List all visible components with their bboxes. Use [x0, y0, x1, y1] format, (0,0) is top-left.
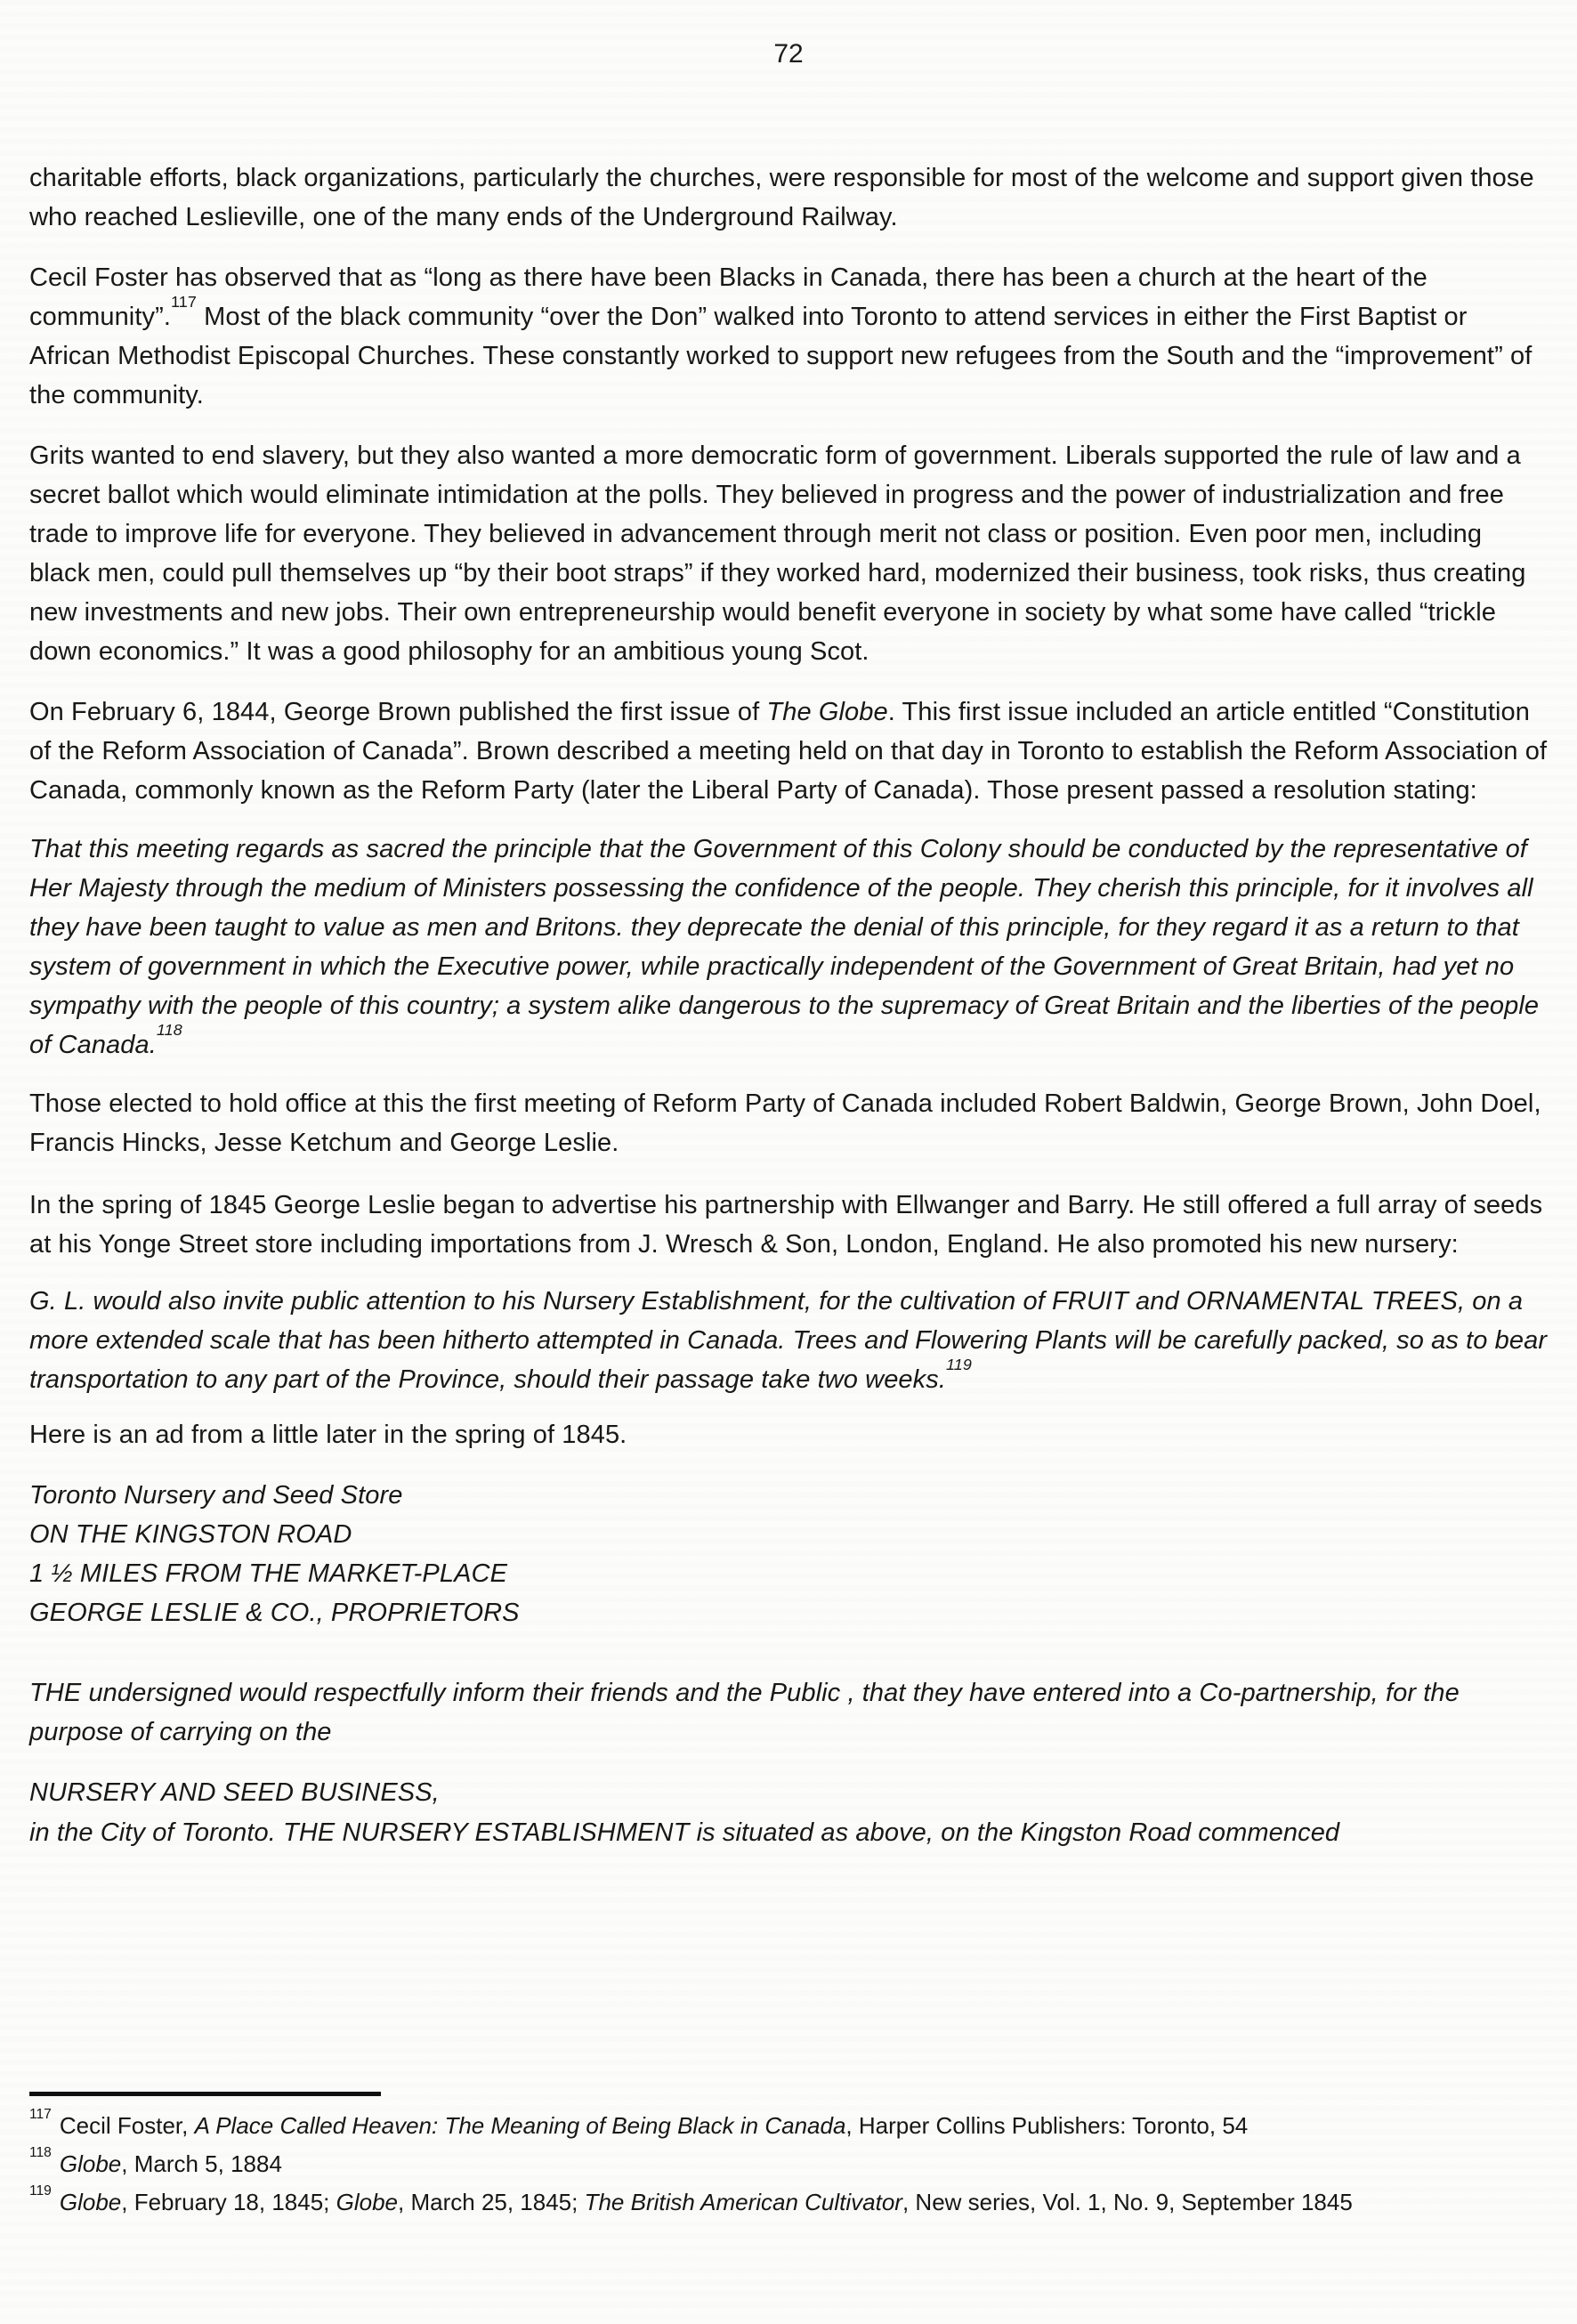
- ad-line-proprietors: GEORGE LESLIE & CO., PROPRIETORS: [29, 1599, 520, 1627]
- footnote-119-text-2: , March 25, 1845;: [398, 2189, 585, 2215]
- footnotes-section: [29, 2092, 1489, 2222]
- footnote-117-book-title: A Place Called Heaven: The Meaning of Being Black in Canada: [194, 2112, 846, 2139]
- gl-quote-text: G. L. would also invite public attention to his Nursery Establishment, for the cultivation of FRUIT and ORNAMENTAL TREES, on a more extended scale that has been hitherto attempted in Canada. Trees and Flowering Plants will be carefully packed, so as to bear transportation to any part of the Province, should their passage take two weeks.: [29, 1287, 1548, 1394]
- ad-paragraph-undersigned: THE undersigned would respectfully inform their friends and the Public , that they have entered into a Co-partnership, for the purpose of carrying on the: [29, 1679, 1460, 1746]
- paragraph-spring-1845: In the spring of 1845 George Leslie began to advertise his partnership with Ellwanger and Barry. He still offered a full array of seeds at his Yonge Street store including importations from J. Wresch & Son, London, England. He also promoted his new nursery:: [29, 1191, 1543, 1259]
- footnote-118-text: , March 5, 1884: [121, 2150, 282, 2177]
- globe-text-after: . This first issue included an article entitled “Constitution of the Reform Association of Canada”. Brown described a meeting held on that day in Toronto to establish the Reform Association of Canada, commonly known as the Reform Party (later the Liberal Party of Canada). Those present passed a resolution stating:: [29, 698, 1548, 805]
- footnote-119: [29, 2183, 1489, 2222]
- footnote-117-text-before: Cecil Foster,: [59, 2112, 195, 2139]
- ad-line-business: NURSERY AND SEED BUSINESS,: [29, 1778, 440, 1807]
- paragraph-cecil-foster: [29, 258, 1548, 415]
- ad-line-store-name: Toronto Nursery and Seed Store: [29, 1481, 403, 1510]
- footnote-ref-117: 117: [171, 293, 197, 312]
- page-body: [29, 158, 1548, 1853]
- footnote-117-marker: 117: [29, 2106, 52, 2122]
- paragraph-globe-first-issue: [29, 692, 1548, 810]
- footnote-119-cultivator-title: The British American Cultivator: [584, 2189, 902, 2215]
- footnote-117-text-after: , Harper Collins Publishers: Toronto, 54: [845, 2112, 1249, 2139]
- ad-line-miles: 1 ½ MILES FROM THE MARKET-PLACE: [29, 1559, 508, 1588]
- globe-title-italic: The Globe: [766, 698, 888, 726]
- blockquote-resolution: [29, 830, 1548, 1065]
- globe-text-before: On February 6, 1844, George Brown published the first issue of: [29, 698, 767, 726]
- footnote-ref-118: 118: [156, 1021, 182, 1040]
- ad-closing-lines: [29, 1773, 1548, 1853]
- blockquote-gl-nursery: [29, 1282, 1548, 1399]
- cecil-foster-text-after: Most of the black community “over the Don” walked into Toronto to attend services in either the First Baptist or African Methodist Episcopal Churches. These constantly worked to support new refugees from the South and the “improvement” of the community.: [29, 303, 1533, 409]
- footnote-118-marker: 118: [29, 2144, 52, 2160]
- footnote-119-globe-title-1: Globe: [59, 2189, 122, 2215]
- footnote-119-text-1: , February 18, 1845;: [121, 2189, 336, 2215]
- footnote-117: [29, 2107, 1489, 2145]
- footnote-ref-119: 119: [946, 1356, 972, 1374]
- page-number: 72: [773, 39, 804, 69]
- resolution-text: That this meeting regards as sacred the principle that the Government of this Colony should be conducted by the representative of Her Majesty through the medium of Ministers possessing the confidence of the people. They cherish this principle, for it involves all they have been taught to value as men and Britons. they deprecate the denial of this principle, for they regard it as a return to that system of government in which the Executive power, while practically independent of the Government of Great Britain, had yet no sympathy with the people of this country; a system alike dangerous to the supremacy of Great Britain and the liberties of the people of Canada.: [29, 835, 1540, 1059]
- paragraph-here-is-an-ad: Here is an ad from a little later in the spring of 1845.: [29, 1421, 627, 1449]
- footnote-119-marker: 119: [29, 2182, 52, 2198]
- paragraph-charitable-efforts: charitable efforts, black organizations, particularly the churches, were responsible for most of the welcome and support given those who reached Leslieville, one of the many ends of the Underground Railway.: [29, 164, 1534, 231]
- footnote-separator: [29, 2092, 381, 2096]
- ad-line-kingston-road: ON THE KINGSTON ROAD: [29, 1520, 352, 1549]
- cecil-foster-text-before: Cecil Foster has observed that as “long as there have been Blacks in Canada, there has been a church at the heart of the community”.: [29, 263, 1427, 331]
- footnote-118-globe-title: Globe: [59, 2150, 122, 2177]
- ad-line-city-of-toronto: in the City of Toronto. THE NURSERY ESTABLISHMENT is situated as above, on the Kingston Road commenced: [29, 1818, 1340, 1847]
- footnote-119-text-3: , New series, Vol. 1, No. 9, September 1845: [902, 2189, 1353, 2215]
- footnote-118: [29, 2145, 1489, 2183]
- paragraph-those-elected: Those elected to hold office at this the first meeting of Reform Party of Canada included Robert Baldwin, George Brown, John Doel, Francis Hincks, Jesse Ketchum and George Leslie.: [29, 1089, 1541, 1157]
- paragraph-grits: Grits wanted to end slavery, but they also wanted a more democratic form of government. Liberals supported the rule of law and a secret ballot which would eliminate intimidation at the polls. They believed in progress and the power of industrialization and free trade to improve life for everyone. They believed in advancement through merit not class or position. Even poor men, including black men, could pull themselves up “by their boot straps” if they worked hard, modernized their business, took risks, thus creating new investments and new jobs. Their own entrepreneurship would benefit everyone in society by what some have called “trickle down economics.” It was a good philosophy for an ambitious young Scot.: [29, 441, 1526, 666]
- footnote-119-globe-title-2: Globe: [336, 2189, 399, 2215]
- ad-header-lines: [29, 1476, 1548, 1632]
